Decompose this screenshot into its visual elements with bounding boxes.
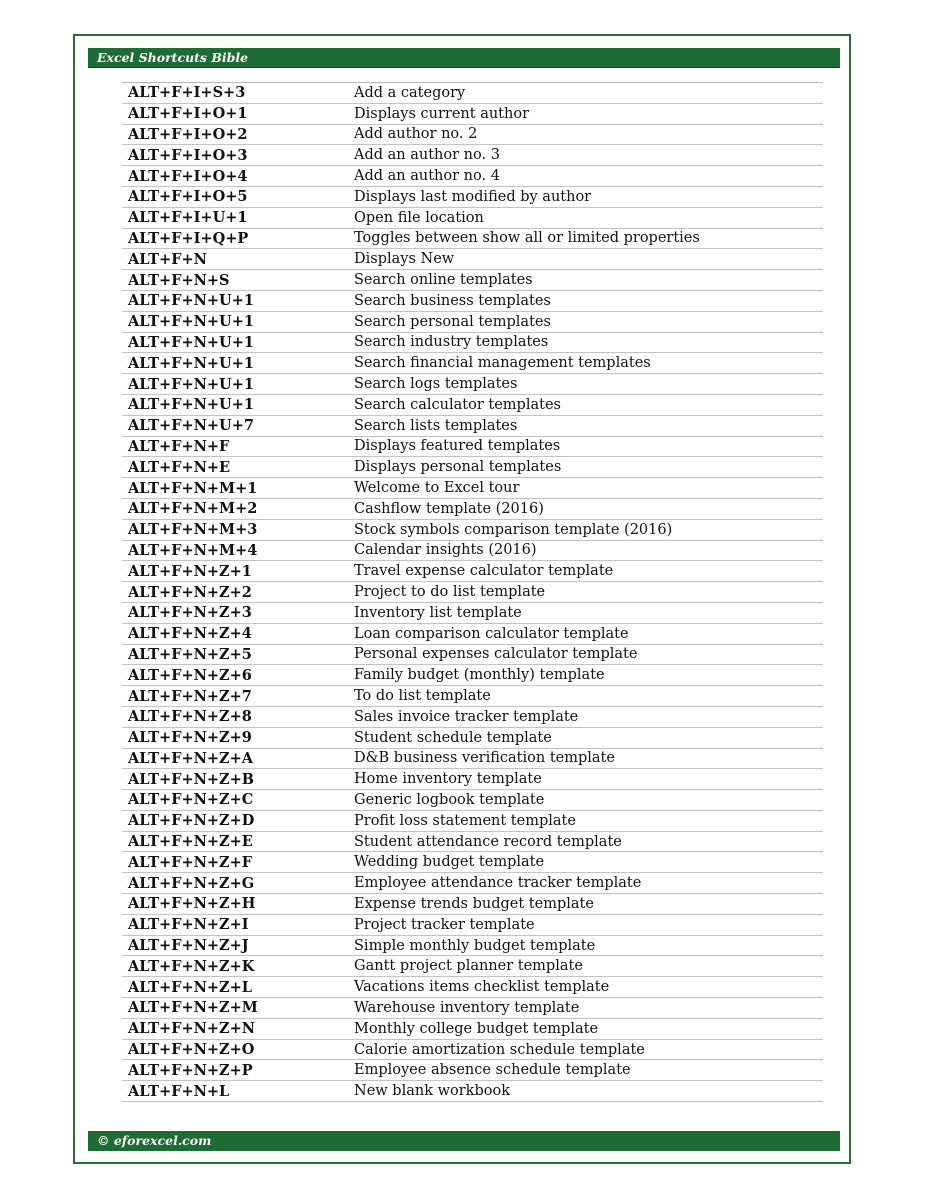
shortcut-description: Project to do list template	[354, 584, 546, 601]
shortcut-keys: ALT+F+N+M+3	[128, 521, 258, 539]
shortcut-description: Student attendance record template	[354, 833, 622, 850]
shortcut-keys: ALT+F+N+Z+E	[128, 833, 253, 851]
table-row	[122, 665, 823, 686]
shortcut-description: Toggles between show all or limited properties	[354, 230, 700, 247]
table-row	[122, 499, 823, 520]
table-row	[122, 728, 823, 749]
table-row	[122, 457, 823, 478]
table-row	[122, 832, 823, 853]
shortcut-description: Warehouse inventory template	[354, 999, 580, 1016]
table-row	[122, 187, 823, 208]
shortcut-description: Search business templates	[354, 292, 551, 309]
shortcut-keys: ALT+F+N+F	[128, 437, 230, 455]
shortcut-description: Vacations items checklist template	[354, 979, 610, 996]
shortcut-description: Sales invoice tracker template	[354, 708, 579, 725]
shortcut-keys: ALT+F+N+Z+6	[128, 666, 252, 684]
table-row	[122, 229, 823, 250]
shortcut-description: Search online templates	[354, 272, 533, 289]
shortcut-keys: ALT+F+N+M+2	[128, 500, 258, 518]
shortcut-keys: ALT+F+N+Z+P	[128, 1061, 253, 1079]
shortcut-description: Project tracker template	[354, 916, 535, 933]
shortcut-description: Cashflow template (2016)	[354, 500, 544, 517]
shortcut-keys: ALT+F+N+U+1	[128, 292, 254, 310]
shortcut-keys: ALT+F+N+Z+H	[128, 895, 256, 913]
shortcut-description: Personal expenses calculator template	[354, 646, 638, 663]
shortcut-keys: ALT+F+N+U+1	[128, 375, 254, 393]
shortcut-description: Search logs templates	[354, 376, 518, 393]
shortcut-keys: ALT+F+I+O+4	[128, 167, 248, 185]
shortcut-description: Profit loss statement template	[354, 812, 576, 829]
shortcut-description: Displays current author	[354, 105, 529, 122]
shortcut-description: Search industry templates	[354, 334, 549, 351]
shortcut-description: Home inventory template	[354, 771, 542, 788]
shortcut-description: Search financial management templates	[354, 355, 651, 372]
shortcut-keys: ALT+F+N+U+1	[128, 313, 254, 331]
table-row	[122, 395, 823, 416]
shortcut-description: Travel expense calculator template	[354, 563, 614, 580]
table-row	[122, 83, 823, 104]
shortcut-keys: ALT+F+N+U+1	[128, 354, 254, 372]
shortcut-keys: ALT+F+N+Z+B	[128, 770, 255, 788]
shortcut-keys: ALT+F+N+Z+F	[128, 853, 253, 871]
table-row	[122, 603, 823, 624]
shortcut-keys: ALT+F+N+Z+8	[128, 708, 252, 726]
table-row	[122, 541, 823, 562]
shortcut-keys: ALT+F+N+S	[128, 271, 230, 289]
table-row	[122, 769, 823, 790]
table-row	[122, 520, 823, 541]
shortcut-description: Add author no. 2	[354, 126, 478, 143]
shortcut-keys: ALT+F+N+Z+3	[128, 604, 252, 622]
table-row	[122, 894, 823, 915]
shortcut-description: Search personal templates	[354, 313, 551, 330]
table-row	[122, 686, 823, 707]
shortcut-keys: ALT+F+N+Z+7	[128, 687, 252, 705]
table-row	[122, 749, 823, 770]
table-row	[122, 624, 823, 645]
table-row	[122, 1060, 823, 1081]
shortcut-description: Expense trends budget template	[354, 895, 594, 912]
shortcut-description: Calorie amortization schedule template	[354, 1041, 645, 1058]
shortcut-description: Inventory list template	[354, 604, 522, 621]
shortcut-keys: ALT+F+I+O+5	[128, 188, 248, 206]
table-row	[122, 291, 823, 312]
table-row	[122, 104, 823, 125]
shortcut-keys: ALT+F+N+Z+O	[128, 1041, 255, 1059]
shortcut-description: Search calculator templates	[354, 396, 561, 413]
shortcut-keys: ALT+F+N	[128, 250, 207, 268]
shortcut-description: Simple monthly budget template	[354, 937, 596, 954]
shortcut-keys: ALT+F+I+O+2	[128, 125, 248, 143]
shortcut-keys: ALT+F+N+U+1	[128, 333, 254, 351]
shortcut-keys: ALT+F+N+Z+G	[128, 874, 255, 892]
page-header	[88, 48, 840, 68]
table-row	[122, 145, 823, 166]
shortcut-keys: ALT+F+I+O+3	[128, 146, 248, 164]
table-row	[122, 1081, 823, 1102]
shortcut-description: Add a category	[354, 84, 466, 101]
shortcut-description: Welcome to Excel tour	[354, 480, 520, 497]
table-row	[122, 125, 823, 146]
shortcut-keys: ALT+F+N+E	[128, 458, 231, 476]
shortcut-keys: ALT+F+N+Z+4	[128, 625, 252, 643]
table-row	[122, 561, 823, 582]
shortcut-description: Monthly college budget template	[354, 1020, 599, 1037]
page-footer	[88, 1131, 840, 1151]
table-row	[122, 353, 823, 374]
shortcut-description: New blank workbook	[354, 1083, 510, 1100]
table-row	[122, 998, 823, 1019]
table-row	[122, 645, 823, 666]
shortcut-keys: ALT+F+N+Z+L	[128, 978, 252, 996]
table-row	[122, 790, 823, 811]
table-row	[122, 873, 823, 894]
shortcut-description: Displays New	[354, 251, 455, 268]
shortcut-description: Calendar insights (2016)	[354, 542, 537, 559]
shortcut-table	[122, 82, 823, 1102]
shortcut-description: Displays featured templates	[354, 438, 561, 455]
shortcut-description: Wedding budget template	[354, 854, 545, 871]
shortcut-keys: ALT+F+N+M+4	[128, 541, 258, 559]
shortcut-description: Displays personal templates	[354, 459, 562, 476]
table-row	[122, 270, 823, 291]
shortcut-description: Stock symbols comparison template (2016)	[354, 521, 673, 538]
shortcut-keys: ALT+F+N+U+7	[128, 417, 254, 435]
shortcut-keys: ALT+F+N+Z+9	[128, 729, 252, 747]
table-row	[122, 374, 823, 395]
shortcut-description: Family budget (monthly) template	[354, 667, 605, 684]
shortcut-keys: ALT+F+I+S+3	[128, 84, 246, 102]
shortcut-keys: ALT+F+N+Z+M	[128, 999, 258, 1017]
shortcut-description: Add an author no. 4	[354, 168, 500, 185]
shortcut-keys: ALT+F+N+M+1	[128, 479, 258, 497]
shortcut-keys: ALT+F+N+Z+A	[128, 749, 254, 767]
table-row	[122, 956, 823, 977]
shortcut-description: Student schedule template	[354, 729, 552, 746]
shortcut-description: Add an author no. 3	[354, 147, 500, 164]
table-row	[122, 707, 823, 728]
shortcut-keys: ALT+F+N+Z+1	[128, 562, 252, 580]
table-row	[122, 478, 823, 499]
footer-text: © eforexcel.com	[97, 1133, 212, 1148]
shortcut-keys: ALT+F+I+U+1	[128, 209, 248, 227]
table-row	[122, 852, 823, 873]
shortcut-description: Open file location	[354, 209, 484, 226]
shortcut-description: Gantt project planner template	[354, 958, 583, 975]
table-row	[122, 416, 823, 437]
shortcut-keys: ALT+F+N+Z+5	[128, 645, 252, 663]
shortcut-keys: ALT+F+N+U+1	[128, 396, 254, 414]
table-row	[122, 811, 823, 832]
table-row	[122, 1040, 823, 1061]
shortcut-keys: ALT+F+N+Z+K	[128, 957, 255, 975]
shortcut-description: Loan comparison calculator template	[354, 625, 629, 642]
table-row	[122, 249, 823, 270]
table-row	[122, 333, 823, 354]
table-row	[122, 437, 823, 458]
shortcut-description: Employee attendance tracker template	[354, 875, 642, 892]
table-row	[122, 166, 823, 187]
shortcut-keys: ALT+F+N+Z+I	[128, 916, 249, 934]
shortcut-keys: ALT+F+I+O+1	[128, 105, 248, 123]
shortcut-description: Search lists templates	[354, 417, 518, 434]
table-row	[122, 977, 823, 998]
table-row	[122, 1019, 823, 1040]
shortcut-keys: ALT+F+N+Z+D	[128, 812, 255, 830]
shortcut-keys: ALT+F+I+Q+P	[128, 229, 249, 247]
shortcut-description: Employee absence schedule template	[354, 1062, 631, 1079]
shortcut-keys: ALT+F+N+Z+J	[128, 937, 249, 955]
table-row	[122, 208, 823, 229]
table-row	[122, 936, 823, 957]
shortcut-keys: ALT+F+N+L	[128, 1082, 230, 1100]
table-row	[122, 312, 823, 333]
shortcut-keys: ALT+F+N+Z+2	[128, 583, 252, 601]
shortcut-keys: ALT+F+N+Z+C	[128, 791, 254, 809]
shortcut-description: To do list template	[354, 688, 491, 704]
header-title: Excel Shortcuts Bible	[97, 50, 249, 65]
shortcut-description: D&B business verification template	[354, 750, 615, 767]
table-row	[122, 582, 823, 603]
shortcut-keys: ALT+F+N+Z+N	[128, 1020, 256, 1038]
shortcut-description: Generic logbook template	[354, 791, 545, 808]
table-row	[122, 915, 823, 936]
shortcut-description: Displays last modified by author	[354, 188, 592, 205]
